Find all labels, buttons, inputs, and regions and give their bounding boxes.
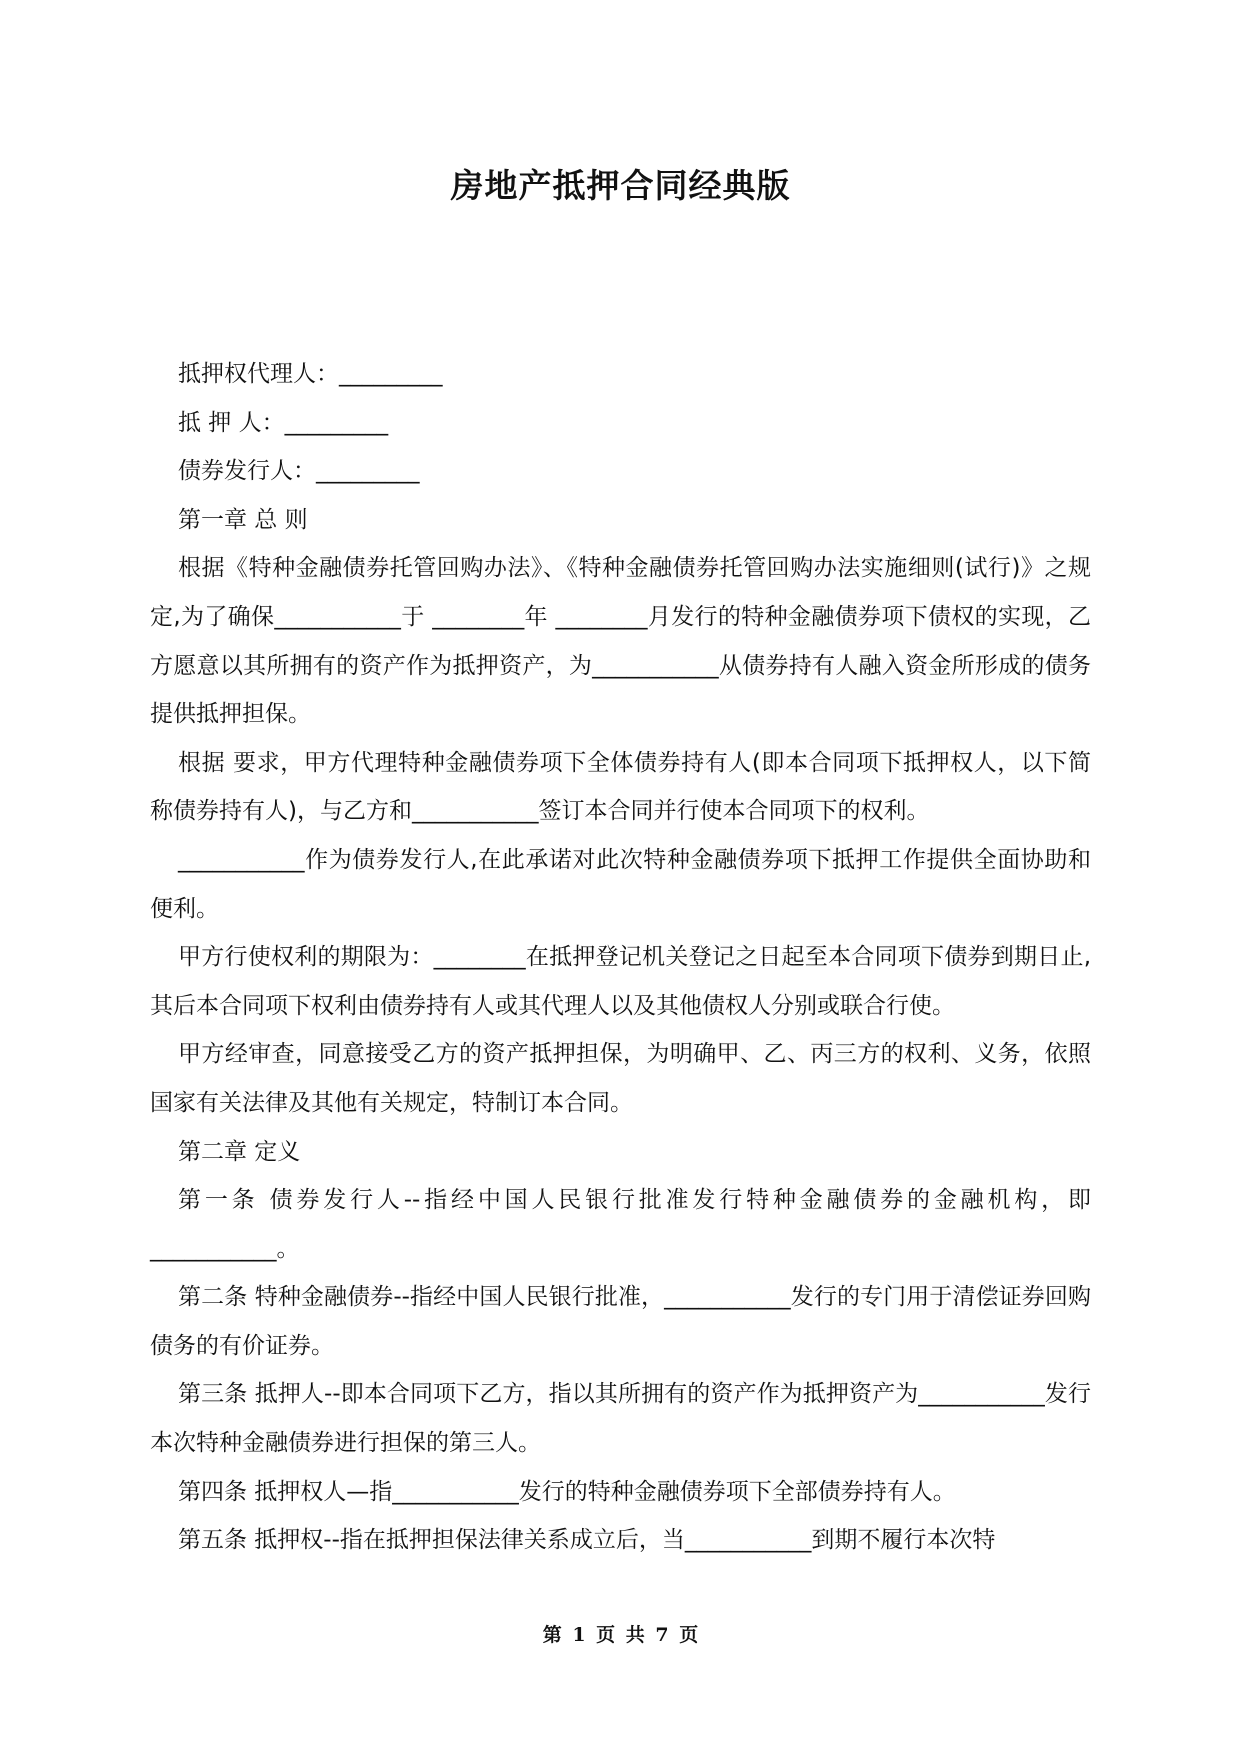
article-5: 第五条 抵押权--指在抵押担保法律关系成立后，当___________到期不履行本次特: [178, 1527, 996, 1554]
paragraph: ___________作为债券发行人,在此承诺对此次特种金融债券项下抵押工作提供全面协助和便利。: [150, 846, 1091, 922]
chapter-heading-1: 第一章 总 则: [178, 506, 308, 533]
page-footer: 第 1 页 共 7 页: [542, 1624, 699, 1646]
document-title: 房地产抵押合同经典版: [450, 166, 791, 205]
article-4: 第四条 抵押权人—指___________发行的特种金融债券项下全部债券持有人。: [178, 1478, 956, 1505]
article-3: 第三条 抵押人--即本合同项下乙方，指以其所拥有的资产作为抵押资产为___________发行本次特种金融债券进行担保的第三人。: [150, 1381, 1091, 1457]
field-mortgagor: 抵 押 人：_________: [178, 409, 389, 436]
field-mortgagee-agent: 抵押权代理人：_________: [178, 361, 443, 387]
paragraph: 甲方行使权利的期限为：________在抵押登记机关登记之日起至本合同项下债券到期日止,其后本合同项下权利由债券持有人或其代理人以及其他债权人分别或联合行使。: [150, 944, 1091, 1019]
field-bond-issuer: 债券发行人：_________: [178, 458, 420, 485]
paragraph: 根据 要求，甲方代理特种金融债券项下全体债券持有人(即本合同项下抵押权人，以下简称债券持有人)，与乙方和___________签订本合同并行使本合同项下的权利。: [150, 749, 1091, 825]
paragraph: 甲方经审查，同意接受乙方的资产抵押担保，为明确甲、乙、丙三方的权利、义务，依照国家有关法律及其他有关规定，特制订本合同。: [150, 1041, 1091, 1116]
article-2: 第二条 特种金融债券--指经中国人民银行批准，___________发行的专门用于清偿证券回购债务的有价证券。: [150, 1284, 1091, 1359]
paragraph: 根据《特种金融债券托管回购办法》、《特种金融债券托管回购办法实施细则(试行)》之规定,为了确保___________于 ________年 ________月发行的特种金融债券项下债权的实现，乙方愿意以其所拥有的资产作为抵押资产，为___________从债券持有人融入资金所形成的债务提供抵押担保。: [150, 555, 1091, 728]
chapter-heading-2: 第二章 定义: [178, 1138, 301, 1165]
article-1: 第一条 债券发行人--指经中国人民银行批准发行特种金融债券的金融机构，即___________。: [150, 1187, 1091, 1262]
document-body: [150, 350, 1091, 1565]
